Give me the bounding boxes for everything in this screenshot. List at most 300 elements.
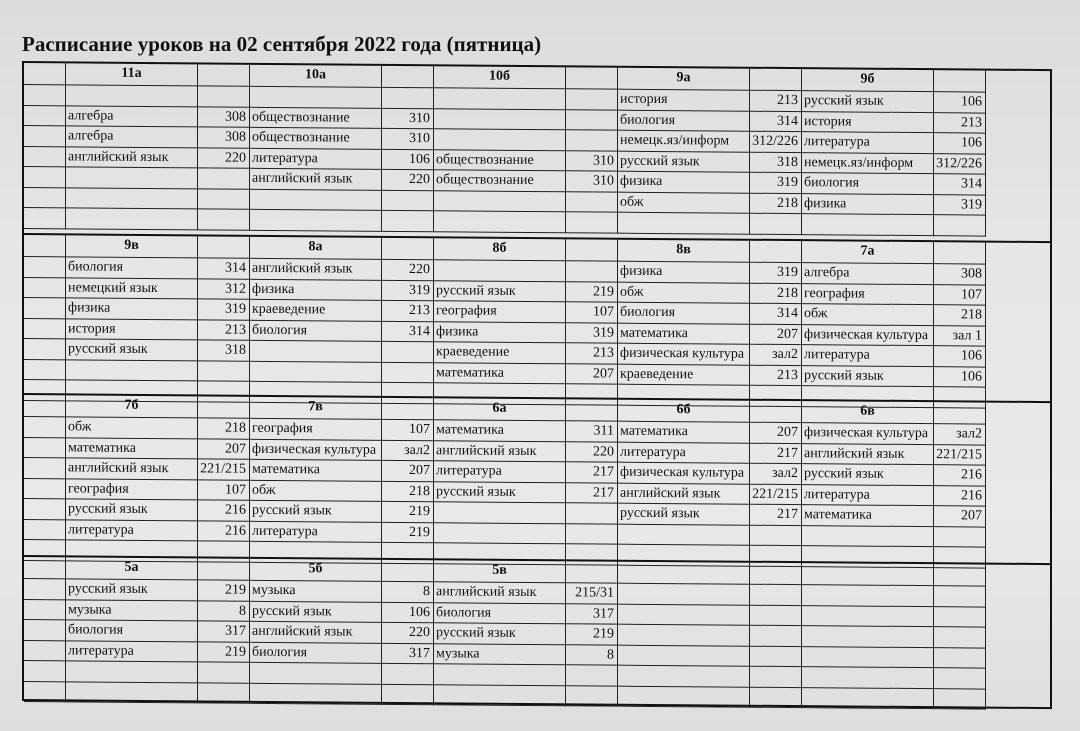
lesson-number [24, 661, 66, 682]
class-header: 8а [250, 237, 382, 260]
lesson-subject: литература [618, 442, 750, 464]
lesson-room [566, 261, 618, 282]
lesson-subject [434, 523, 566, 545]
lesson-subject: биология [66, 620, 198, 642]
lesson-room: 219 [566, 282, 618, 303]
lesson-subject [250, 87, 382, 109]
lesson-room: 106 [934, 367, 986, 388]
lesson-number [24, 319, 66, 340]
lesson-subject [618, 213, 750, 235]
lesson-room [198, 86, 250, 107]
lesson-room: 312 [198, 279, 250, 300]
lesson-number [24, 257, 66, 278]
lesson-room: 213 [198, 320, 250, 341]
lesson-subject: обж [66, 417, 198, 439]
class-header: 5а [66, 557, 198, 580]
lesson-room: 318 [198, 340, 250, 361]
lesson-subject: физика [802, 194, 934, 216]
lesson-subject: литература [250, 148, 382, 170]
lesson-subject [802, 526, 934, 548]
lesson-room [934, 527, 986, 548]
class-header-room [198, 558, 250, 580]
lesson-subject: литература [802, 485, 934, 507]
class-header-room [198, 64, 250, 86]
lesson-room: 213 [934, 113, 986, 134]
class-header: 7а [802, 241, 934, 264]
lesson-room [382, 684, 434, 705]
lesson-room [934, 627, 986, 648]
lesson-subject: физика [618, 172, 750, 194]
lesson-number [24, 600, 66, 621]
class-header: 9а [618, 68, 750, 91]
lesson-room: зал2 [382, 440, 434, 461]
lesson-subject: литература [434, 461, 566, 483]
lesson-subject: английский язык [250, 259, 382, 281]
lesson-room: 314 [934, 174, 986, 195]
lesson-room [934, 648, 986, 669]
lesson-room: 107 [382, 420, 434, 441]
lesson-subject: обществознание [434, 170, 566, 192]
class-header-room [934, 70, 986, 92]
lesson-room: 207 [382, 461, 434, 482]
lesson-subject: русский язык [802, 91, 934, 113]
lesson-subject: география [66, 479, 198, 501]
lesson-subject [434, 191, 566, 213]
lesson-room: 213 [566, 343, 618, 364]
lesson-subject [66, 85, 198, 107]
lesson-number [24, 298, 66, 319]
lesson-room [566, 89, 618, 110]
lesson-room: 310 [566, 171, 618, 192]
lesson-room [198, 209, 250, 230]
lesson-room [566, 524, 618, 545]
lesson-room [750, 585, 802, 606]
lesson-subject [434, 109, 566, 131]
lesson-number [24, 126, 66, 147]
lesson-subject: литература [66, 641, 198, 663]
lesson-room: 220 [382, 170, 434, 191]
lesson-number [24, 208, 66, 229]
class-header: 10а [250, 65, 382, 88]
lesson-room: 221/215 [934, 445, 986, 466]
lesson-subject: математика [66, 438, 198, 460]
lesson-room [750, 646, 802, 667]
lesson-subject [802, 214, 934, 236]
lesson-subject [66, 360, 198, 382]
lesson-subject [802, 688, 934, 710]
class-header: 5в [434, 560, 566, 583]
lesson-room: 312/226 [750, 132, 802, 153]
lesson-subject: история [66, 319, 198, 341]
lesson-subject: история [802, 112, 934, 134]
class-header-room [750, 241, 802, 263]
lesson-subject: физика [434, 322, 566, 344]
lesson-subject [66, 682, 198, 704]
lesson-subject: русский язык [66, 499, 198, 521]
lesson-room: 207 [750, 324, 802, 345]
lesson-subject: русский язык [618, 504, 750, 526]
lesson-subject: физическая культура [250, 439, 382, 461]
lesson-room [566, 686, 618, 707]
lesson-subject: биология [250, 320, 382, 342]
lesson-room: 220 [198, 148, 250, 169]
lesson-subject: биология [618, 303, 750, 325]
lesson-subject: физическая культура [618, 463, 750, 485]
lesson-subject: математика [434, 420, 566, 442]
lesson-room: 8 [382, 582, 434, 603]
lesson-subject: математика [618, 422, 750, 444]
lesson-room: 106 [382, 602, 434, 623]
lesson-room: зал2 [750, 345, 802, 366]
lesson-subject: биология [434, 603, 566, 625]
lesson-room: 217 [750, 443, 802, 464]
lesson-room: 217 [566, 462, 618, 483]
lesson-subject: география [434, 301, 566, 323]
lesson-room: 213 [750, 91, 802, 112]
lesson-room: 221/215 [198, 459, 250, 480]
lesson-subject [618, 645, 750, 667]
lesson-room [934, 586, 986, 607]
class-header: 8в [618, 240, 750, 263]
lesson-room [566, 192, 618, 213]
lesson-subject [802, 647, 934, 669]
lesson-subject [66, 661, 198, 683]
lesson-subject [434, 88, 566, 110]
lesson-room [382, 211, 434, 232]
lesson-subject [618, 584, 750, 606]
class-header: 6а [434, 398, 566, 421]
class-header-room [382, 66, 434, 88]
lesson-room: 207 [198, 439, 250, 460]
lesson-number [24, 499, 66, 520]
lesson-room [750, 626, 802, 647]
lesson-room [198, 189, 250, 210]
lesson-subject [66, 188, 198, 210]
lesson-room [750, 525, 802, 546]
lesson-subject [802, 585, 934, 607]
lesson-subject: физика [618, 262, 750, 284]
lesson-subject: математика [802, 505, 934, 527]
lesson-subject: биология [250, 642, 382, 664]
class-header-room [566, 239, 618, 261]
class-header: 5б [250, 559, 382, 582]
lesson-subject: немецкий язык [66, 278, 198, 300]
lesson-room: 311 [566, 421, 618, 442]
lesson-room: 314 [750, 304, 802, 325]
lesson-number [24, 579, 66, 600]
lesson-subject: обществознание [250, 107, 382, 129]
lesson-room [382, 88, 434, 109]
lesson-subject [802, 606, 934, 628]
lesson-room: 310 [566, 151, 618, 172]
lesson-subject: биология [802, 173, 934, 195]
lesson-subject: английский язык [618, 483, 750, 505]
lesson-room: зал2 [934, 424, 986, 445]
lesson-subject [250, 683, 382, 705]
lesson-subject: физика [250, 279, 382, 301]
lesson-subject [434, 685, 566, 707]
lesson-room: 8 [566, 645, 618, 666]
lesson-room: 319 [750, 173, 802, 194]
lesson-subject: литература [66, 520, 198, 542]
lesson-subject: русский язык [802, 464, 934, 486]
lesson-room: 216 [934, 486, 986, 507]
schedule-table [22, 61, 1052, 709]
class-header-room [382, 398, 434, 420]
lesson-subject [66, 208, 198, 230]
lesson-room [566, 110, 618, 131]
lesson-room: 308 [934, 264, 986, 285]
lesson-room [198, 662, 250, 683]
lesson-subject: немецк.яз/информ [618, 131, 750, 153]
lesson-number [24, 682, 66, 703]
lesson-subject: обществознание [434, 150, 566, 172]
lesson-subject: английский язык [434, 582, 566, 604]
lesson-room: 207 [566, 364, 618, 385]
page-title: Расписание уроков на 02 сентября 2022 года (пятница) [22, 32, 542, 56]
lesson-room: 215/31 [566, 583, 618, 604]
lesson-subject: русский язык [434, 482, 566, 504]
lesson-subject [250, 663, 382, 685]
lesson-subject: физическая культура [802, 325, 934, 347]
class-header-room [750, 401, 802, 423]
lesson-subject: математика [618, 323, 750, 345]
class-header: 7б [66, 395, 198, 418]
lesson-room: 216 [198, 500, 250, 521]
lesson-number [24, 339, 66, 360]
lesson-room: 217 [566, 483, 618, 504]
lesson-subject: русский язык [434, 623, 566, 645]
lesson-room [566, 130, 618, 151]
lesson-room: 216 [198, 521, 250, 542]
lesson-room: 318 [750, 152, 802, 173]
lesson-subject: обж [618, 282, 750, 304]
lesson-room: 317 [198, 621, 250, 642]
lesson-room: 207 [750, 423, 802, 444]
lesson-room: 319 [934, 195, 986, 216]
lesson-subject: музыка [66, 600, 198, 622]
class-header: 8б [434, 238, 566, 261]
lesson-room [750, 667, 802, 688]
lesson-subject: русский язык [66, 579, 198, 601]
class-header-room [566, 561, 618, 583]
lesson-number [24, 188, 66, 209]
lesson-number [24, 458, 66, 479]
lesson-room [198, 168, 250, 189]
lesson-subject: история [618, 90, 750, 112]
lesson-number [24, 85, 66, 106]
lesson-room: 217 [750, 505, 802, 526]
lesson-subject [618, 666, 750, 688]
lesson-room [934, 668, 986, 689]
lesson-subject: физическая культура [802, 423, 934, 445]
class-header-room [934, 402, 986, 424]
lesson-room: 319 [382, 280, 434, 301]
lesson-room: 218 [198, 418, 250, 439]
lesson-subject: английский язык [250, 169, 382, 191]
lesson-subject: музыка [250, 581, 382, 603]
lesson-room: 218 [934, 305, 986, 326]
lesson-number-header [24, 63, 66, 85]
lesson-subject [802, 667, 934, 689]
lesson-subject: обж [802, 304, 934, 326]
lesson-room: 207 [934, 506, 986, 527]
lesson-room: 314 [198, 258, 250, 279]
class-header: 10б [434, 66, 566, 89]
lesson-room: 308 [198, 127, 250, 148]
lesson-subject [434, 502, 566, 524]
lesson-subject: английский язык [802, 444, 934, 466]
lesson-subject: биология [66, 257, 198, 279]
class-header-room [566, 399, 618, 421]
class-header-room [750, 563, 802, 585]
lesson-room: 216 [934, 465, 986, 486]
lesson-room: 219 [382, 522, 434, 543]
lesson-room: 106 [934, 92, 986, 113]
lesson-number [24, 479, 66, 500]
lesson-number [24, 620, 66, 641]
class-header: 6в [802, 401, 934, 424]
lesson-room [198, 361, 250, 382]
lesson-subject: английский язык [66, 147, 198, 169]
schedule-band [24, 393, 1050, 569]
lesson-subject: физика [66, 298, 198, 320]
lesson-room: 218 [750, 283, 802, 304]
lesson-subject [618, 686, 750, 708]
class-header-room [382, 560, 434, 582]
lesson-room: 312/226 [934, 154, 986, 175]
lesson-room: 219 [566, 624, 618, 645]
lesson-subject: русский язык [434, 281, 566, 303]
lesson-subject [66, 167, 198, 189]
lesson-number-header [24, 557, 66, 579]
lesson-room: 220 [382, 623, 434, 644]
class-header-room [382, 238, 434, 260]
class-header: 6б [618, 400, 750, 423]
lesson-room: 220 [382, 260, 434, 281]
lesson-room: 308 [198, 107, 250, 128]
lesson-number [24, 167, 66, 188]
lesson-subject: английский язык [250, 622, 382, 644]
lesson-room [198, 683, 250, 704]
lesson-room: 219 [382, 502, 434, 523]
lesson-room: 319 [750, 263, 802, 284]
lesson-subject [250, 210, 382, 232]
lesson-subject: физическая культура [618, 344, 750, 366]
lesson-subject [802, 626, 934, 648]
class-header-room [566, 67, 618, 89]
lesson-room: 106 [934, 346, 986, 367]
lesson-room [750, 687, 802, 708]
class-header-room [198, 396, 250, 418]
lesson-room [750, 214, 802, 235]
lesson-subject: математика [250, 460, 382, 482]
lesson-room: 317 [382, 643, 434, 664]
lesson-room: 106 [934, 133, 986, 154]
lesson-subject: немецк.яз/информ [802, 153, 934, 175]
lesson-room: 8 [198, 601, 250, 622]
lesson-number [24, 360, 66, 381]
lesson-subject: биология [618, 110, 750, 132]
schedule-band [24, 233, 1050, 409]
lesson-number [24, 520, 66, 541]
lesson-subject: география [250, 419, 382, 441]
lesson-room: 213 [382, 301, 434, 322]
lesson-number [24, 438, 66, 459]
lesson-room [750, 605, 802, 626]
lesson-room: 310 [382, 108, 434, 129]
lesson-subject [250, 189, 382, 211]
lesson-subject [434, 664, 566, 686]
lesson-room: 218 [750, 193, 802, 214]
lesson-room [382, 664, 434, 685]
class-header: 9в [66, 235, 198, 258]
lesson-room: зал2 [750, 464, 802, 485]
lesson-number-header [24, 235, 66, 257]
lesson-room: 219 [198, 642, 250, 663]
lesson-subject: литература [250, 521, 382, 543]
class-header-room [198, 236, 250, 258]
lesson-room: 310 [382, 129, 434, 150]
lesson-room: 218 [382, 481, 434, 502]
lesson-subject [434, 211, 566, 233]
lesson-subject: алгебра [802, 263, 934, 285]
lesson-subject [618, 604, 750, 626]
lesson-room: 106 [382, 149, 434, 170]
lesson-room: 319 [198, 299, 250, 320]
class-header: 11а [66, 63, 198, 86]
class-header-room [934, 564, 986, 586]
lesson-room: 317 [566, 604, 618, 625]
lesson-room [382, 362, 434, 383]
lesson-subject [434, 129, 566, 151]
lesson-subject: обж [250, 480, 382, 502]
lesson-number [24, 417, 66, 438]
class-header [618, 562, 750, 585]
lesson-subject: литература [802, 132, 934, 154]
lesson-number [24, 106, 66, 127]
class-header-room [934, 242, 986, 264]
lesson-room: 107 [566, 302, 618, 323]
lesson-subject: география [802, 284, 934, 306]
schedule-band [24, 63, 1050, 237]
lesson-subject: краеведение [250, 300, 382, 322]
class-header: 9б [802, 69, 934, 92]
lesson-room: зал 1 [934, 326, 986, 347]
lesson-subject [250, 361, 382, 383]
lesson-subject: обществознание [250, 128, 382, 150]
lesson-number [24, 278, 66, 299]
lesson-subject: литература [802, 345, 934, 367]
class-header [802, 563, 934, 586]
lesson-subject [618, 625, 750, 647]
lesson-room: 314 [382, 321, 434, 342]
class-header-room [750, 69, 802, 91]
lesson-subject: английский язык [66, 458, 198, 480]
lesson-room: 314 [750, 111, 802, 132]
lesson-room [382, 190, 434, 211]
lesson-subject: краеведение [434, 342, 566, 364]
lesson-room [566, 212, 618, 233]
lesson-number-header [24, 395, 66, 417]
class-header: 7в [250, 397, 382, 420]
lesson-number [24, 147, 66, 168]
lesson-room [934, 215, 986, 236]
lesson-room: 219 [198, 580, 250, 601]
lesson-room: 221/215 [750, 484, 802, 505]
lesson-room [934, 689, 986, 710]
lesson-subject: обж [618, 192, 750, 214]
